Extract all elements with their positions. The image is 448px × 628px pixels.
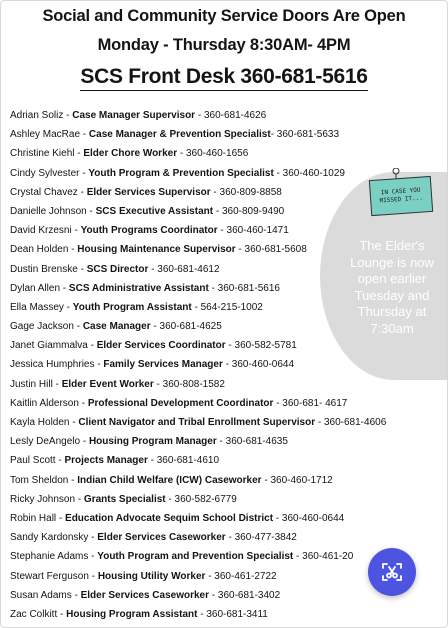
staff-title: Elder Services Supervisor [86, 186, 211, 198]
staff-name: Jessica Humphries - [10, 359, 104, 371]
staff-name: Gage Jackson - [10, 321, 83, 333]
staff-name: Susan Adams - [10, 589, 81, 601]
staff-phone: - 360-582-6779 [165, 493, 237, 505]
staff-title: SCS Executive Assistant [95, 205, 214, 217]
staff-phone: - 360-460-1656 [177, 148, 249, 160]
staff-title: Housing Program Assistant [66, 608, 198, 620]
staff-phone: - 360-681-4606 [315, 417, 387, 428]
staff-title: Elder Services Caseworker [80, 589, 210, 601]
staff-title: Projects Manager [64, 455, 148, 467]
hours-heading: Monday - Thursday 8:30AM- 4PM [97, 36, 351, 54]
staff-title: Housing Program Manager [88, 436, 217, 448]
elders-lounge-message: The Elder's Lounge is now open earlier Tuesday and Thursday at 7:30am [350, 238, 434, 336]
staff-phone: - 360-460-1029 [273, 167, 345, 179]
staff-phone: - 360-460-0644 [273, 512, 345, 524]
staff-name: Stewart Ferguson - [10, 570, 98, 582]
staff-phone: - 360-681-4610 [147, 455, 220, 467]
staff-name: Sandy Kardonsky - [10, 532, 98, 544]
staff-name: Dean Holden - [10, 244, 78, 256]
front-desk-phone-heading: SCS Front Desk 360-681-5616 [80, 64, 367, 91]
staff-phone: - 360-461-2722 [205, 570, 277, 582]
staff-title: Youth Program Assistant [72, 301, 192, 313]
poster-header [0, 4, 448, 91]
scissors-scan-icon [380, 560, 404, 584]
staff-title: Youth Program & Prevention Specialist [88, 167, 274, 179]
staff-name: Crystal Chavez - [10, 186, 87, 198]
staff-phone: - 360-460-0644 [222, 359, 295, 371]
staff-phone: - 360-681- 4617 [273, 397, 348, 409]
staff-phone: - 360-681-3402 [209, 589, 281, 601]
staff-phone: - 564-215-1002 [191, 301, 263, 313]
staff-phone: - 360-460-1712 [261, 474, 333, 486]
staff-name: Danielle Johnson - [10, 205, 96, 217]
staff-row [10, 509, 440, 528]
staff-name: David Krzesni - [10, 225, 81, 237]
staff-title: Case Manager & Prevention Specialist [88, 129, 271, 141]
staff-name: Dustin Brenske - [10, 263, 87, 275]
staff-row [10, 432, 440, 451]
staff-phone: - 360-681-5633 [270, 129, 340, 141]
staff-title: Indian Child Welfare (ICW) Caseworker [77, 474, 262, 486]
staff-name: Zac Colkitt - [10, 608, 67, 620]
staff-title: Professional Development Coordinator [87, 397, 274, 409]
staff-title: Housing Utility Worker [97, 570, 206, 582]
staff-name: Ella Massey - [10, 301, 73, 313]
staff-name: Cindy Sylvester - [10, 167, 89, 179]
staff-phone: - 360-461-20 [293, 551, 354, 563]
staff-phone: - 360-681-4635 [216, 436, 288, 448]
staff-name: Kaitlin Alderson - [10, 397, 88, 409]
staff-title: Elder Event Worker [61, 378, 154, 390]
doors-open-heading: Social and Community Service Doors Are Open [42, 7, 406, 25]
staff-title: Youth Programs Coordinator [80, 225, 218, 237]
staff-row [10, 375, 440, 394]
staff-phone: - 360-477-3842 [225, 532, 297, 544]
staff-title: Youth Program and Prevention Specialist [97, 551, 294, 563]
staff-name: Justin Hill - [10, 378, 62, 390]
staff-phone: - 360-681-5608 [235, 244, 307, 256]
staff-title: Elder Services Coordinator [96, 340, 226, 352]
staff-name: Tom Sheldon - [10, 474, 78, 486]
staff-title: SCS Administrative Assistant [68, 282, 209, 294]
staff-title: Case Manager Supervisor [72, 110, 196, 121]
staff-row [10, 413, 440, 432]
staff-title: Client Navigator and Tribal Enrollment Supervisor [78, 417, 316, 428]
staff-row [10, 471, 440, 490]
staff-title: Family Services Manager [103, 359, 223, 371]
staff-title: SCS Director [86, 263, 149, 275]
staff-phone: - 360-681-4626 [195, 110, 267, 121]
staff-name: Stephanie Adams - [10, 551, 98, 563]
staff-name: Lesly DeAngelo - [10, 436, 89, 448]
staff-row [10, 490, 440, 509]
staff-row [10, 125, 440, 144]
staff-phone: - 360-681-3411 [197, 608, 268, 620]
staff-phone: - 360-681-5616 [208, 282, 280, 294]
staff-row [10, 106, 440, 125]
staff-name: Kayla Holden - [10, 417, 79, 428]
staff-name: Dylan Allen - [10, 282, 69, 294]
sticky-note-text: IN CASE YOU MISSED IT... [379, 186, 424, 205]
staff-phone: - 360-681-4625 [150, 321, 222, 333]
staff-name: Paul Scott - [10, 455, 65, 467]
staff-name: Robin Hall - [10, 512, 66, 524]
staff-row [10, 528, 440, 547]
staff-row [10, 451, 440, 470]
staff-name: Ricky Johnson - [10, 493, 84, 505]
staff-name: Christine Kiehl - [10, 148, 84, 160]
staff-name: Ashley MacRae - [10, 129, 89, 141]
staff-row [10, 144, 440, 163]
staff-name: Adrian Soliz - [10, 110, 73, 121]
staff-title: Case Manager [82, 321, 151, 333]
staff-name: Janet Giammalva - [10, 340, 97, 352]
staff-row [10, 394, 440, 413]
staff-title: Housing Maintenance Supervisor [77, 244, 236, 256]
staff-phone: - 360-460-1471 [217, 225, 289, 237]
staff-phone: - 360-808-1582 [153, 378, 225, 390]
staff-title: Elder Chore Worker [83, 148, 178, 160]
sticky-note [369, 176, 433, 216]
staff-title: Grants Specialist [83, 493, 166, 505]
staff-row [10, 605, 440, 624]
staff-phone: - 360-681-4612 [148, 263, 220, 275]
staff-phone: - 360-582-5781 [225, 340, 297, 352]
staff-phone: - 360-809-8858 [210, 186, 282, 198]
staff-title: Education Advocate Sequim School District [65, 512, 274, 524]
screenshot-crop-button[interactable] [368, 548, 416, 596]
staff-title: Elder Services Caseworker [97, 532, 226, 544]
staff-phone: - 360-809-9490 [213, 205, 285, 217]
